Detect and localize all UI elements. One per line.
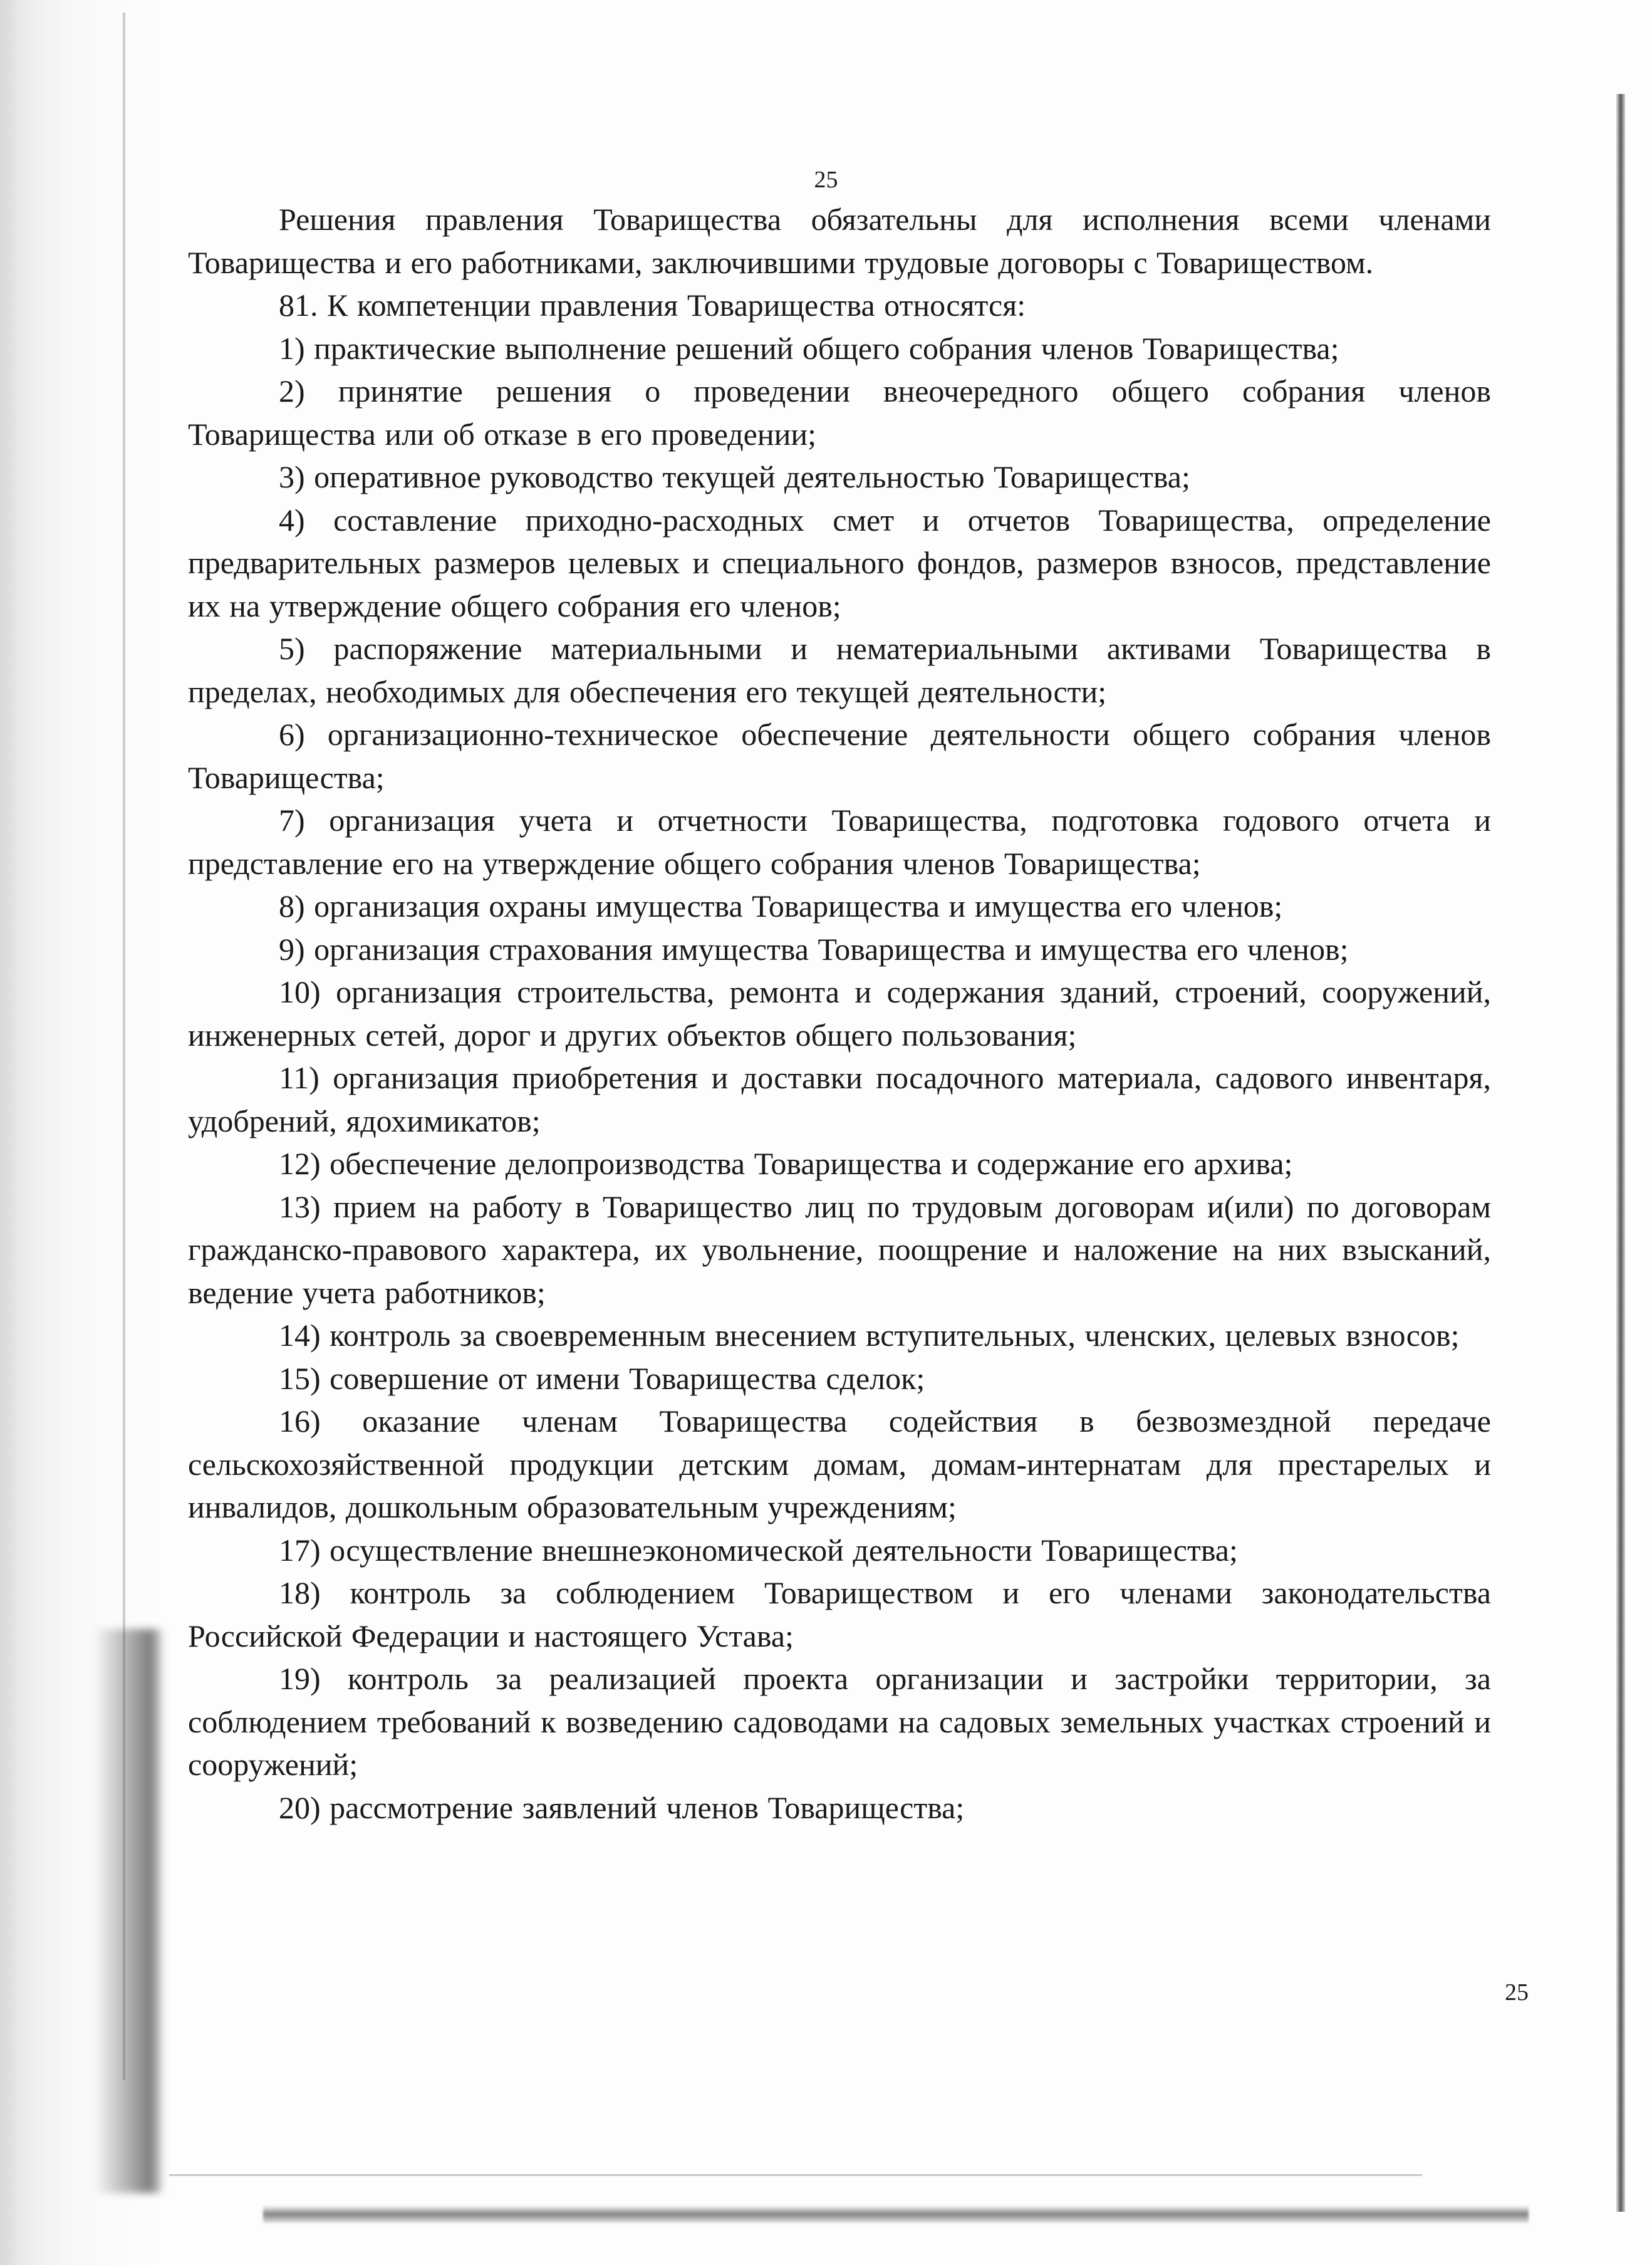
paragraph: 9) организация страхования имущества Товарищества и имущества его членов; <box>279 931 1349 967</box>
paragraph: 16) оказание членам Товарищества содействия в безвозмездной передаче сельскохозяйственной продукции детским домам, домам-интернатам для престарелых и инвалидов, дошкольным образовательным учреждениям; <box>188 1403 1491 1524</box>
paragraph: 17) осуществление внешнеэкономической деятельности Товарищества; <box>279 1532 1238 1568</box>
paragraph: 19) контроль за реализацией проекта организации и застройки территории, за соблюдением требований к возведению садоводами на садовых земельных участках строений и сооружений; <box>188 1661 1491 1782</box>
scan-edge-bottom <box>263 2205 1529 2223</box>
paragraph: 20) рассмотрение заявлений членов Товарищества; <box>279 1789 965 1825</box>
paragraph: 13) прием на работу в Товарищество лиц по трудовым договорам и(или) по договорам гражданско-правового характера, их увольнение, поощрение и наложение на них взысканий, ведение учета работников; <box>188 1189 1491 1310</box>
page-number-bottom: 25 <box>1505 1979 1529 2006</box>
document-body <box>188 198 1491 1829</box>
section-heading: 81. К компетенции правления Товарищества относятся: <box>279 288 1026 323</box>
scan-edge-right <box>1616 94 1625 2212</box>
scan-bottom-line <box>169 2174 1422 2176</box>
paragraph: 11) организация приобретения и доставки посадочного материала, садового инвентаря, удобрений, ядохимикатов; <box>188 1060 1491 1138</box>
paragraph: 1) практические выполнение решений общего собрания членов Товарищества; <box>279 330 1339 366</box>
paragraph: 18) контроль за соблюдением Товариществом и его членами законодательства Российской Федерации и настоящего Устава; <box>188 1575 1491 1653</box>
paragraph: 4) составление приходно-расходных смет и отчетов Товарищества, определение предварительных размеров целевых и специального фондов, размеров взносов, представление их на утверждение общего собрания его членов; <box>188 502 1491 623</box>
paragraph: 5) распоряжение материальными и нематериальными активами Товарищества в пределах, необходимых для обеспечения его текущей деятельности; <box>188 631 1491 709</box>
paragraph: 3) оперативное руководство текущей деятельностью Товарищества; <box>279 459 1190 494</box>
paragraph: 15) совершение от имени Товарищества сделок; <box>279 1360 925 1396</box>
scan-edge-left <box>123 13 125 2080</box>
paragraph: 8) организация охраны имущества Товарищества и имущества его членов; <box>279 888 1283 924</box>
scan-shadow-left-dark <box>94 1629 163 2193</box>
paragraph: 12) обеспечение делопроизводства Товарищества и содержание его архива; <box>279 1146 1293 1181</box>
paragraph: 14) контроль за своевременным внесением вступительных, членских, целевых взносов; <box>279 1318 1460 1353</box>
paragraph: 7) организация учета и отчетности Товарищества, подготовка годового отчета и представление его на утверждение общего собрания членов Товарищества; <box>188 803 1491 881</box>
paragraph: Решения правления Товарищества обязательны для исполнения всеми членами Товарищества и его работниками, заключившими трудовые договоры с Товариществом. <box>188 202 1491 280</box>
paragraph: 2) принятие решения о проведении внеочередного общего собрания членов Товарищества или об отказе в его проведении; <box>188 373 1491 452</box>
paragraph: 6) организационно-техническое обеспечение деятельности общего собрания членов Товарищества; <box>188 717 1491 795</box>
page-number-top: 25 <box>814 167 838 193</box>
paragraph: 10) организация строительства, ремонта и содержания зданий, строений, сооружений, инженерных сетей, дорог и других объектов общего пользования; <box>188 974 1491 1053</box>
